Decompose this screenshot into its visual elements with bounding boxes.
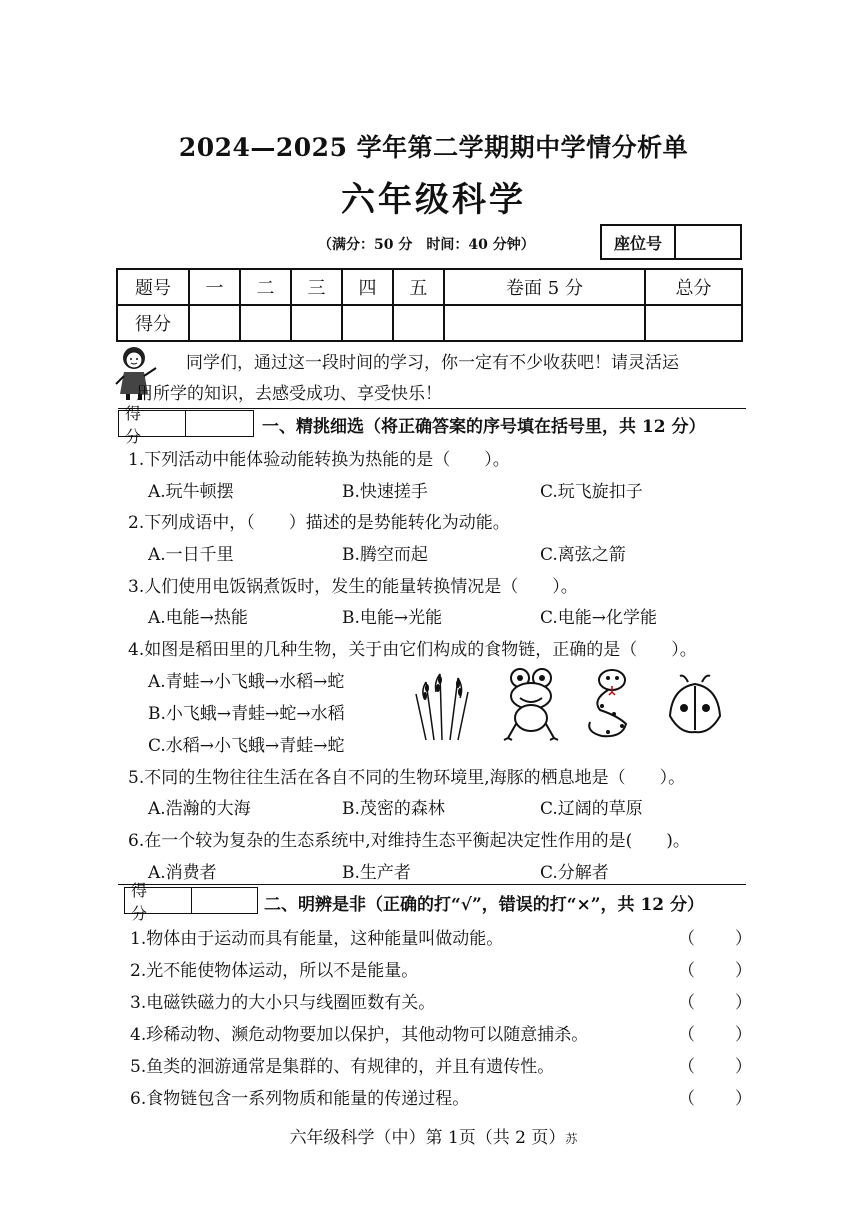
question-4-option-c: C.水稻→小飞蛾→青蛙→蛇 <box>148 736 345 756</box>
score-cell[interactable] <box>444 305 645 341</box>
score-box-label: 得 分 <box>119 411 186 436</box>
exam-meta: （满分：50 分 时间：40 分钟） <box>318 237 535 253</box>
score-table-cell: 四 <box>342 269 393 305</box>
intro-line-1: 同学们，通过这一段时间的学习，你一定有不少收获吧！请灵活运 <box>186 353 679 373</box>
score-table-cell: 二 <box>240 269 291 305</box>
score-table-score-row <box>117 305 742 341</box>
answer-parentheses[interactable]: （ ） <box>678 961 754 981</box>
section2-title: 二、明辨是非（正确的打“√”，错误的打“×”，共 12 分） <box>264 895 705 915</box>
question-2-option-b: B.腾空而起 <box>342 545 428 565</box>
seat-number-label: 座位号 <box>602 226 676 258</box>
section1-score-box <box>118 403 254 446</box>
answer-parentheses[interactable]: （ ） <box>678 1089 754 1109</box>
score-table-cell: 卷面 5 分 <box>444 269 645 305</box>
footer-suffix: 苏 <box>565 1132 578 1146</box>
question-6-stem: 6.在一个较为复杂的生态系统中,对维持生态平衡起决定性作用的是( )。 <box>128 831 690 851</box>
snake-icon <box>582 666 640 742</box>
judgment-item-1: 1.物体由于运动而具有能量，这种能量叫做动能。 <box>130 929 504 949</box>
score-box-label: 得 分 <box>125 888 192 913</box>
question-1-option-b: B.快速搓手 <box>342 482 428 502</box>
answer-parentheses[interactable]: （ ） <box>678 1025 754 1045</box>
moth-icon <box>666 672 724 738</box>
score-row-label: 得分 <box>117 305 189 341</box>
answer-parentheses[interactable]: （ ） <box>678 993 754 1013</box>
question-3-option-a: A.电能→热能 <box>148 608 248 628</box>
score-cell[interactable] <box>342 305 393 341</box>
question-4-option-b: B.小飞蛾→青蛙→蛇→水稻 <box>148 704 345 724</box>
answer-parentheses[interactable]: （ ） <box>678 1057 754 1077</box>
frog-icon <box>502 666 560 742</box>
footer-text: 六年级科学（中）第 1页（共 2 页） <box>289 1128 566 1148</box>
page-footer <box>0 1123 867 1148</box>
score-table-header-row <box>117 269 742 305</box>
question-2-stem: 2.下列成语中，（ ）描述的是势能转化为动能。 <box>128 513 510 533</box>
rice-plant-icon <box>412 664 472 742</box>
intro-line-2: 用所学的知识，去感受成功、享受快乐！ <box>136 384 442 404</box>
question-1-option-c: C.玩飞旋扣子 <box>540 482 643 502</box>
question-6-option-b: B.生产者 <box>342 863 411 883</box>
judgment-item-4: 4.珍稀动物、濒危动物要加以保护，其他动物可以随意捕杀。 <box>130 1025 589 1045</box>
judgment-item-3: 3.电磁铁磁力的大小只与线圈匝数有关。 <box>130 993 436 1013</box>
score-cell[interactable] <box>291 305 342 341</box>
question-4-option-a: A.青蛙→小飞蛾→水稻→蛇 <box>148 672 345 692</box>
question-2-option-c: C.离弦之箭 <box>540 545 626 565</box>
section2-score-box <box>124 880 258 923</box>
score-cell[interactable] <box>393 305 444 341</box>
question-3-option-c: C.电能→化学能 <box>540 608 658 628</box>
question-6-option-c: C.分解者 <box>540 863 609 883</box>
judgment-item-5: 5.鱼类的洄游通常是集群的、有规律的，并且有遗传性。 <box>130 1057 555 1077</box>
question-3-option-b: B.电能→光能 <box>342 608 443 628</box>
judgment-item-6: 6.食物链包含一系列物质和能量的传递过程。 <box>130 1089 470 1109</box>
score-table-cell: 总分 <box>645 269 742 305</box>
score-table <box>116 268 743 342</box>
score-cell[interactable] <box>645 305 742 341</box>
question-5-option-b: B.茂密的森林 <box>342 799 445 819</box>
divider <box>118 884 746 885</box>
section1-score-field[interactable] <box>186 411 253 436</box>
divider <box>118 408 746 409</box>
question-5-option-a: A.浩瀚的大海 <box>148 799 251 819</box>
seat-number-box <box>600 224 742 260</box>
answer-parentheses[interactable]: （ ） <box>678 929 754 949</box>
score-cell[interactable] <box>189 305 240 341</box>
question-6-option-a: A.消费者 <box>148 863 217 883</box>
score-table-cell: 题号 <box>117 269 189 305</box>
judgment-item-2: 2.光不能使物体运动，所以不是能量。 <box>130 961 419 981</box>
question-5-stem: 5.不同的生物往往生活在各自不同的生物环境里,海豚的栖息地是（ ）。 <box>128 768 686 788</box>
score-table-cell: 五 <box>393 269 444 305</box>
score-table-cell: 三 <box>291 269 342 305</box>
section2-score-field[interactable] <box>192 888 257 913</box>
subject-title: 六年级科学 <box>341 180 526 220</box>
exam-title: 2024—2025 学年第二学期期中学情分析单 <box>178 133 689 162</box>
score-cell[interactable] <box>240 305 291 341</box>
question-4-stem: 4.如图是稻田里的几种生物，关于由它们构成的食物链，正确的是（ ）。 <box>128 640 697 660</box>
score-table-cell: 一 <box>189 269 240 305</box>
question-1-option-a: A.玩牛顿摆 <box>148 482 234 502</box>
seat-number-field[interactable] <box>676 226 740 258</box>
question-5-option-c: C.辽阔的草原 <box>540 799 643 819</box>
question-3-stem: 3.人们使用电饭锅煮饭时，发生的能量转换情况是（ ）。 <box>128 577 578 597</box>
section1-title: 一、精挑细选（将正确答案的序号填在括号里，共 12 分） <box>262 417 706 437</box>
question-2-option-a: A.一日千里 <box>148 545 234 565</box>
question-1-stem: 1.下列活动中能体验动能转换为热能的是（ ）。 <box>128 450 510 470</box>
